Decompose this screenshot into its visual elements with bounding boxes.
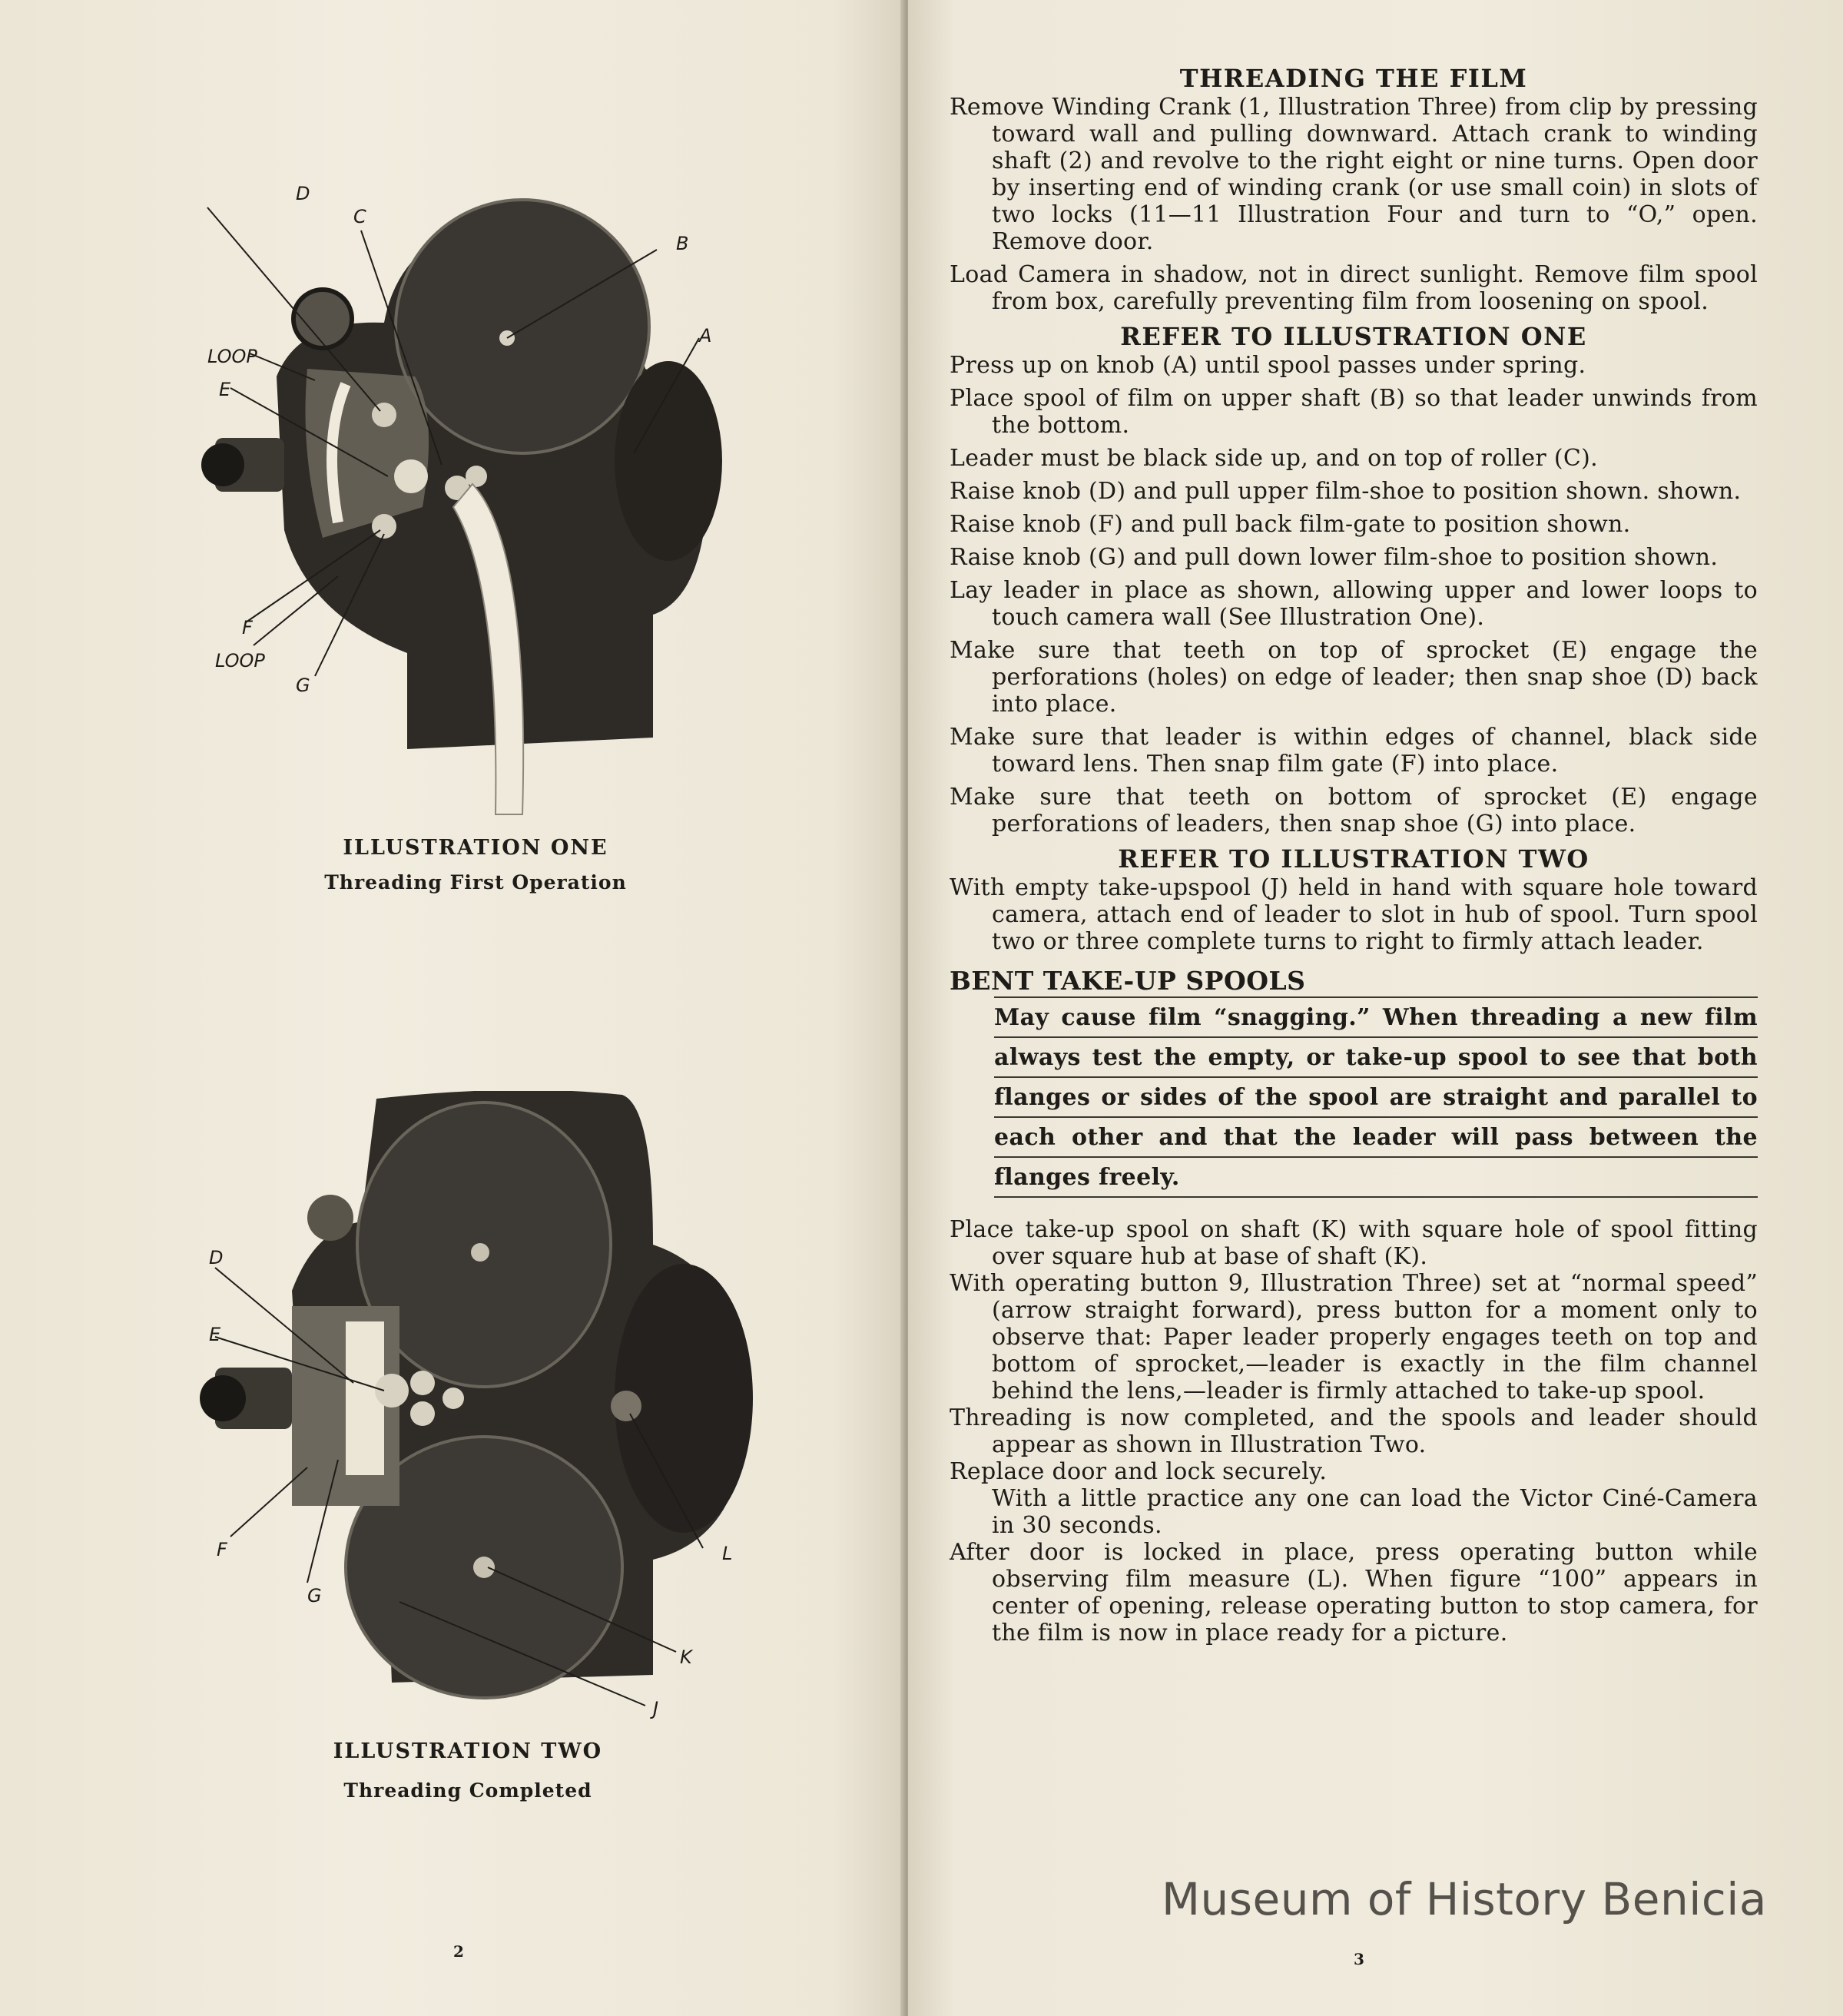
illustration-one-callout-a: A bbox=[699, 325, 712, 346]
paragraph-raise-knob-g: Raise knob (G) and pull down lower film-shoe to position shown. bbox=[950, 544, 1719, 571]
illustration-one-callout-d: D bbox=[296, 184, 310, 204]
paragraph-raise-knob-f: Raise knob (F) and pull back film-gate to position shown. bbox=[950, 511, 1631, 538]
illustration-two-callout-d: D bbox=[209, 1247, 224, 1268]
illustration-two-callout-l: L bbox=[722, 1543, 733, 1564]
illustration-one-callout-e: E bbox=[219, 379, 231, 400]
paragraph-press-knob-a: Press up on knob (A) until spool passes under spring. bbox=[950, 352, 1586, 379]
page-number-right: 3 bbox=[1354, 1950, 1364, 1968]
paragraph-raise-knob-d: Raise knob (D) and pull upper film-shoe to position shown. shown. bbox=[950, 478, 1742, 505]
illustration-one-callout-c: C bbox=[353, 206, 366, 227]
illustration-two-callout-g: G bbox=[307, 1585, 322, 1606]
paragraph-sprocket-bottom: Make sure that teeth on bottom of sprocket (E) engage perforations of leaders, then snap shoe (G) into place. bbox=[950, 784, 1758, 837]
illustration-two-caption-subtitle: Threading Completed bbox=[343, 1779, 592, 1802]
paragraph-place-take-up-spool: Place take-up spool on shaft (K) with square hole of spool fitting over square hub at base of shaft (K). bbox=[950, 1216, 1758, 1270]
heading-refer-illustration-two: REFER TO ILLUSTRATION TWO bbox=[1118, 844, 1589, 874]
paragraph-remove-winding-crank: Remove Winding Crank (1, Illustration Three) from clip by pressing toward wall and pulling downward. Attach crank to winding shaft (2) and revolve to the right eight or nine turns. Open door by inserting end of winding crank (or use small coin) in slots of two locks (11—11 Illustration Four and turn to “O,” open. Remove door. bbox=[950, 94, 1758, 255]
heading-refer-illustration-one: REFER TO ILLUSTRATION ONE bbox=[1120, 322, 1587, 351]
paragraph-threading-completed: Threading is now completed, and the spools and leader should appear as shown in Illustration Two. bbox=[950, 1404, 1758, 1458]
paragraph-operating-button: With operating button 9, Illustration Three) set at “normal speed” (arrow straight forward), press button for a moment only to observe that: Paper leader properly engages teeth on top and bottom of sprocket,—leader is exactly in the film channel behind the lens,—leader is firmly attached to take-up spool. bbox=[950, 1270, 1758, 1404]
page-number-left: 2 bbox=[453, 1942, 464, 1961]
illustration-one-caption-title: ILLUSTRATION ONE bbox=[343, 836, 608, 860]
illustration-two-callout-f: F bbox=[217, 1539, 227, 1560]
instructions-column bbox=[950, 63, 1758, 1646]
heading-bent-take-up-spools: BENT TAKE-UP SPOOLS bbox=[950, 966, 1306, 996]
heading-threading-the-film: THREADING THE FILM bbox=[1179, 64, 1528, 93]
paragraph-lay-leader: Lay leader in place as shown, allowing upper and lower loops to touch camera wall (See Illustration One). bbox=[950, 577, 1758, 631]
paragraph-replace-door: Replace door and lock securely. bbox=[950, 1458, 1328, 1485]
illustration-one-callout-b: B bbox=[676, 233, 689, 254]
paragraph-take-up-spool: With empty take-upspool (J) held in hand with square hole toward camera, attach end of leader to slot in hub of spool. Turn spool two or three complete turns to right to firmly attach leader. bbox=[950, 874, 1758, 955]
paragraph-leader-channel: Make sure that leader is within edges of channel, black side toward lens. Then snap film gate (F) into place. bbox=[950, 724, 1758, 778]
museum-watermark: Museum of History Benicia bbox=[1162, 1873, 1767, 1925]
paragraph-sprocket-top: Make sure that teeth on top of sprocket (E) engage the perforations (holes) on edge of leader; then snap shoe (D) back into place. bbox=[950, 637, 1758, 718]
illustration-two-camera-drawing bbox=[192, 1091, 768, 1721]
illustration-one-callout-loop-upper: LOOP bbox=[207, 346, 257, 367]
paragraph-load-camera: Load Camera in shadow, not in direct sunlight. Remove film spool from box, carefully preventing film from loosening on spool. bbox=[950, 261, 1758, 315]
bent-spools-warning: May cause film “snagging.” When threading a new film always test the empty, or take-up spool to see that both flanges or sides of the spool are straight and parallel to each other and that the leader will pass between the flanges freely. bbox=[994, 996, 1758, 1198]
illustration-one-callout-g: G bbox=[296, 675, 310, 696]
illustration-two-callout-j: J bbox=[653, 1698, 659, 1719]
illustration-one-callout-loop-lower: LOOP bbox=[215, 650, 265, 671]
illustration-one-camera-drawing bbox=[192, 184, 730, 822]
illustration-one-callout-f: F bbox=[242, 617, 253, 638]
paragraph-leader-black-side: Leader must be black side up, and on top of roller (C). bbox=[950, 445, 1598, 472]
paragraph-after-door-locked: After door is locked in place, press operating button while observing film measure (L). When figure “100” appears in center of opening, release operating button to stop camera, for the film is now in place ready for a picture. bbox=[950, 1539, 1758, 1646]
illustration-one-caption-subtitle: Threading First Operation bbox=[324, 871, 627, 894]
illustration-two-callout-k: K bbox=[680, 1646, 692, 1668]
paragraph-practice: With a little practice any one can load the Victor Ciné-Camera in 30 seconds. bbox=[992, 1485, 1758, 1539]
illustration-two-callout-e: E bbox=[209, 1324, 221, 1345]
illustration-two-caption-title: ILLUSTRATION TWO bbox=[333, 1739, 603, 1763]
paragraph-place-spool: Place spool of film on upper shaft (B) so that leader unwinds from the bottom. bbox=[950, 385, 1758, 439]
